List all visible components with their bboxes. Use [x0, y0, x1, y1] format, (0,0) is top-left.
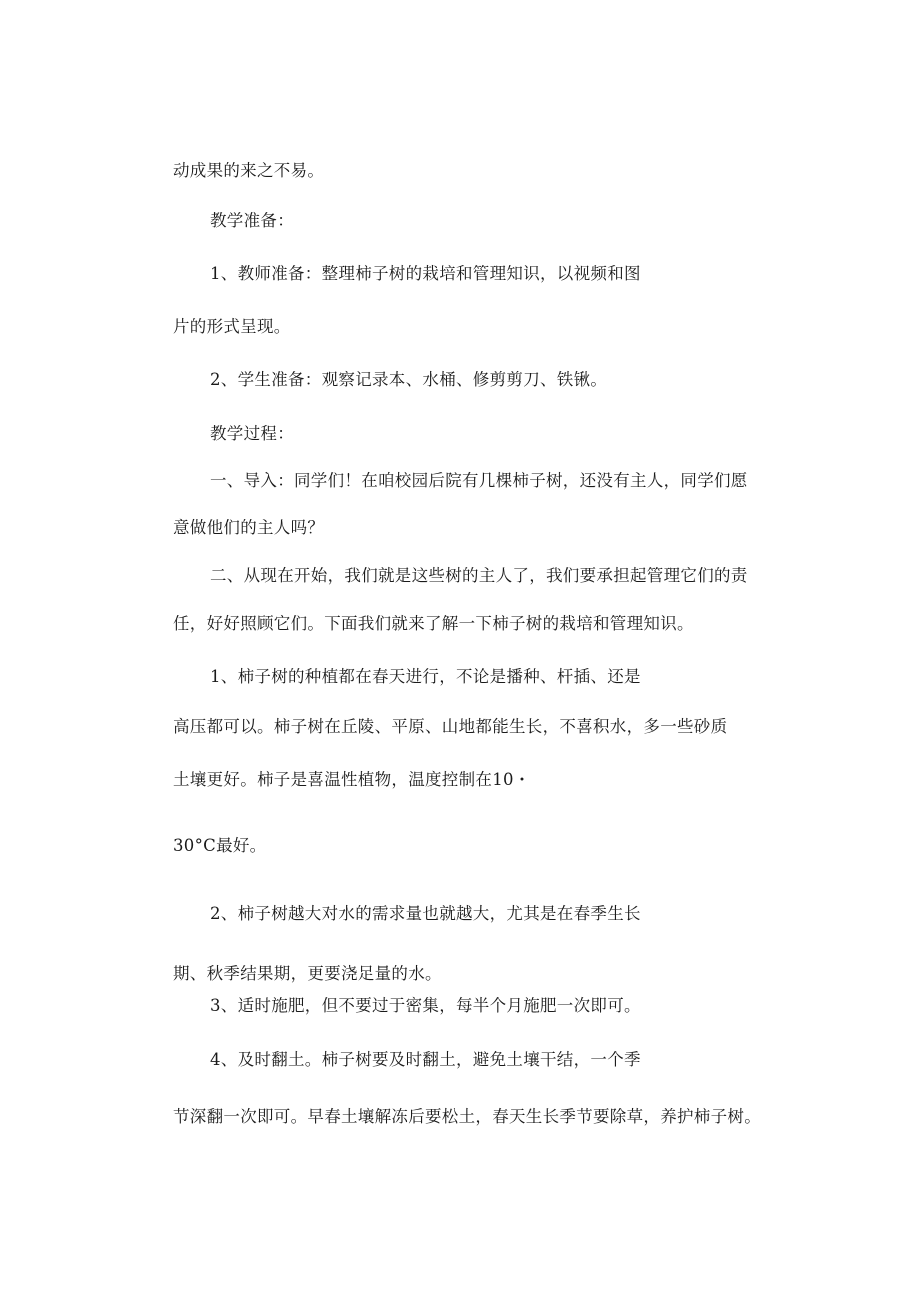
text-line: 意做他们的主人吗？ — [173, 518, 325, 537]
text-line: 二、从现在开始，我们就是这些树的主人了，我们要承担起管理它们的责 — [210, 566, 748, 585]
section-heading-process: 教学过程： — [210, 424, 294, 443]
text-line: 动成果的来之不易。 — [173, 161, 325, 180]
text-line: 4、及时翻土。柿子树要及时翻土，避免土壤干结，一个季 — [210, 1050, 641, 1069]
text-line: 2、柿子树越大对水的需求量也就越大，尤其是在春季生长 — [210, 904, 641, 923]
text-line: 高压都可以。柿子树在丘陵、平原、山地都能生长，不喜积水，多一些砂质 — [173, 717, 728, 736]
text-line: 土壤更好。柿子是喜温性植物，温度控制在10・ — [173, 770, 531, 789]
text-line: 30°C最好。 — [173, 836, 267, 855]
text-line: 期、秋季结果期，更要浇足量的水。 — [173, 964, 442, 983]
text-line: 片的形式呈现。 — [173, 317, 291, 336]
section-heading-preparation: 教学准备： — [210, 211, 294, 230]
text-line: 任，好好照顾它们。下面我们就来了解一下柿子树的栽培和管理知识。 — [173, 614, 694, 633]
text-line: 3、适时施肥，但不要过于密集，每半个月施肥一次即可。 — [210, 996, 641, 1015]
text-line: 1、教师准备：整理柿子树的栽培和管理知识，以视频和图 — [210, 264, 641, 283]
text-line: 1、柿子树的种植都在春天进行，不论是播种、杆插、还是 — [210, 667, 641, 686]
text-line: 一、导入：同学们！在咱校园后院有几棵柿子树，还没有主人，同学们愿 — [210, 471, 748, 490]
text-line: 节深翻一次即可。早春土壤解冻后要松土，春天生长季节要除草，养护柿子树。 — [173, 1107, 761, 1126]
text-line: 2、学生准备：观察记录本、水桶、修剪剪刀、铁锹。 — [210, 370, 608, 389]
